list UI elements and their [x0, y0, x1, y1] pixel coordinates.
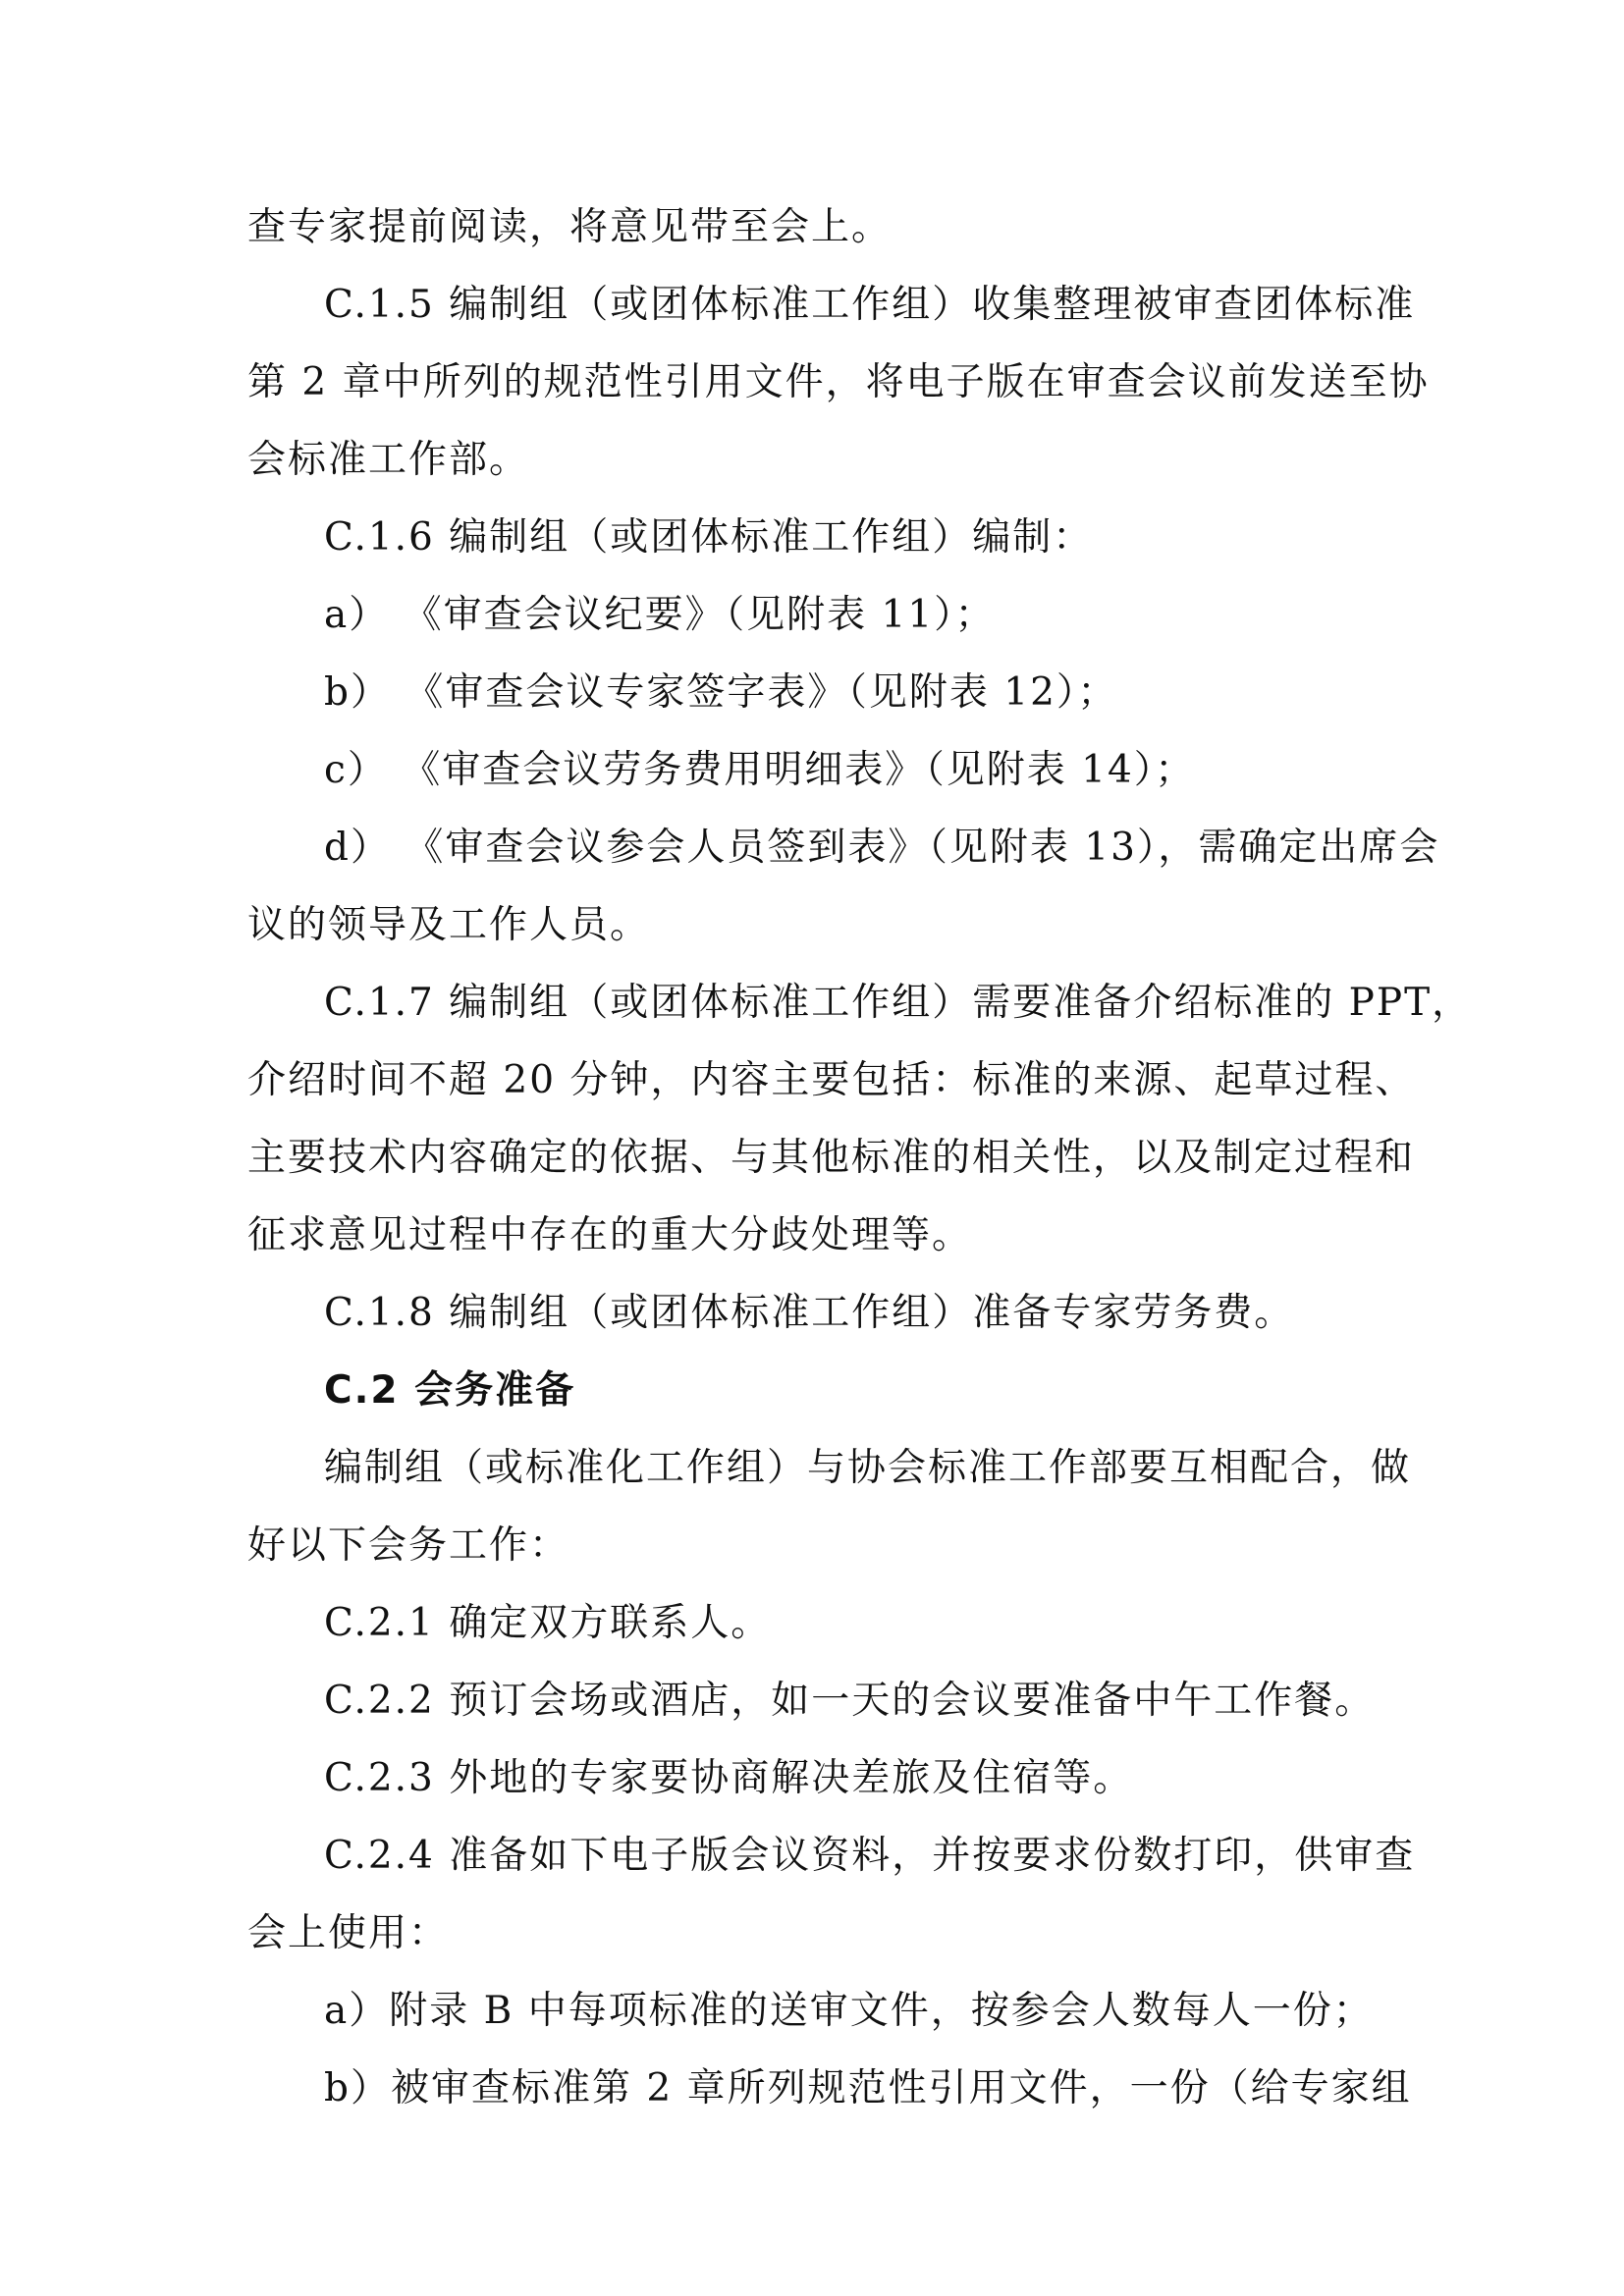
text-line: 会标准工作部。: [247, 438, 530, 482]
clause-c-1-7: C.1.7 编制组（或团体标准工作组）需要准备介绍标准的 PPT，: [324, 981, 1473, 1025]
clause-c-1-5: C.1.5 编制组（或团体标准工作组）收集整理被审查团体标准: [324, 283, 1416, 327]
text-line: 查专家提前阅读，将意见带至会上。: [247, 205, 893, 249]
section-heading-c-2: C.2 会务准备: [324, 1368, 576, 1413]
list-item-b: b） 《审查会议专家签字表》（见附表 12）；: [324, 670, 1118, 715]
clause-c-1-6: C.1.6 编制组（或团体标准工作组）编制：: [324, 515, 1094, 560]
text-line: 第 2 章中所列的规范性引用文件，将电子版在审查会议前发送至协: [247, 360, 1430, 404]
list-item-c: c） 《审查会议劳务费用明细表》（见附表 14）；: [324, 748, 1196, 792]
list-item-d: d） 《审查会议参会人员签到表》（见附表 13），需确定出席会: [324, 826, 1440, 870]
clause-c-2-4: C.2.4 准备如下电子版会议资料，并按要求份数打印，供审查: [324, 1834, 1416, 1878]
clause-c-1-8: C.1.8 编制组（或团体标准工作组）准备专家劳务费。: [324, 1291, 1295, 1335]
clause-c-2-1: C.2.1 确定双方联系人。: [324, 1601, 772, 1645]
text-line: 会上使用：: [247, 1911, 450, 1955]
clause-c-2-2: C.2.2 预订会场或酒店，如一天的会议要准备中午工作餐。: [324, 1679, 1376, 1723]
text-line: 好以下会务工作：: [247, 1523, 570, 1568]
text-line: 议的领导及工作人员。: [247, 903, 651, 947]
text-line: 主要技术内容确定的依据、与其他标准的相关性，以及制定过程和: [247, 1136, 1416, 1180]
clause-c-2-3: C.2.3 外地的专家要协商解决差旅及住宿等。: [324, 1756, 1134, 1800]
text-line: 征求意见过程中存在的重大分歧处理等。: [247, 1213, 973, 1257]
list-item-a: a）附录 B 中每项标准的送审文件，按参会人数每人一份；: [324, 1989, 1374, 2033]
list-item-b: b）被审查标准第 2 章所列规范性引用文件，一份（给专家组: [324, 2066, 1412, 2110]
document-body: [247, 188, 1473, 2127]
text-line: 编制组（或标准化工作组）与协会标准工作部要互相配合，做: [324, 1446, 1412, 1490]
text-line: 介绍时间不超 20 分钟，内容主要包括：标准的来源、起草过程、: [247, 1058, 1416, 1102]
list-item-a: a） 《审查会议纪要》（见附表 11）；: [324, 593, 996, 637]
